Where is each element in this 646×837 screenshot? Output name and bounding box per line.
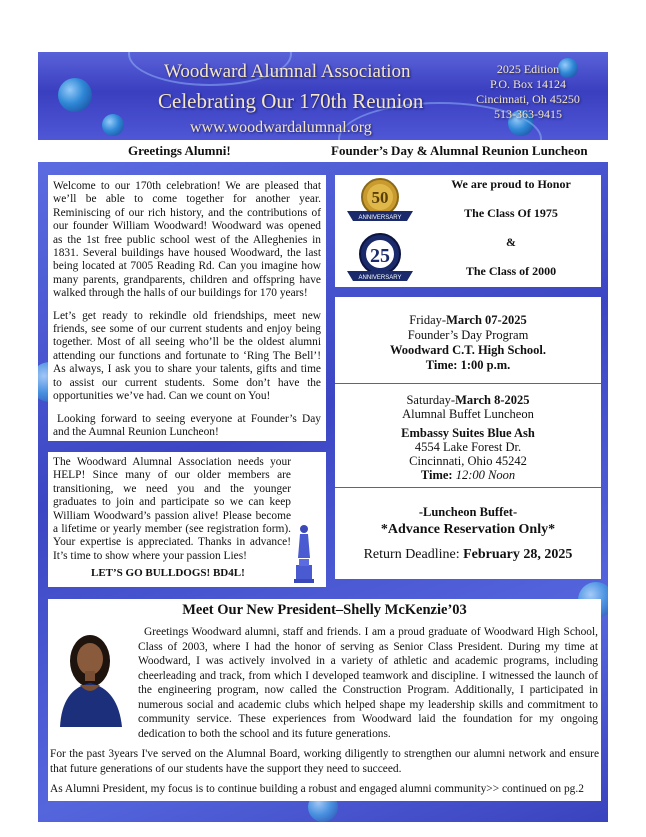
president-board-service: For the past 3years I've served on the Alumnal Board, working diligently to strengthen our alumni network and ensure that future generations of our students have the support they need to succeed. xyxy=(50,748,599,775)
event2-time: 12:00 Noon xyxy=(455,468,516,482)
phone-number: 513-363-9415 xyxy=(494,107,562,121)
svg-text:ANNIVERSARY: ANNIVERSARY xyxy=(358,215,402,221)
event2-street: 4554 Lake Forest Dr. xyxy=(414,440,522,454)
po-box: P.O. Box 14124 xyxy=(489,77,566,91)
divider xyxy=(335,383,601,384)
event2-date: March 8-2025 xyxy=(455,393,530,407)
divider xyxy=(335,487,601,488)
svg-text:ANNIVERSARY: ANNIVERSARY xyxy=(358,275,402,281)
twenty-fifth-anniversary-badge xyxy=(345,233,415,285)
deadline-label: Return Deadline: xyxy=(363,547,464,562)
help-appeal xyxy=(48,452,326,587)
honor-ampersand: & xyxy=(506,235,516,249)
contact-block xyxy=(458,62,598,122)
event1-time: Time: 1:00 p.m. xyxy=(425,358,511,372)
svg-text:25: 25 xyxy=(370,245,390,267)
reunion-title: Celebrating Our 170th Reunion xyxy=(158,89,424,113)
bubble-decoration xyxy=(102,114,124,136)
event-heading: Founder’s Day & Alumnal Reunion Luncheon xyxy=(331,143,588,158)
president-photo xyxy=(52,627,132,727)
founders-day-event xyxy=(335,313,601,373)
luncheon-event xyxy=(335,393,601,482)
deadline-date: February 28, 2025 xyxy=(463,547,573,562)
event1-date-line xyxy=(335,313,601,328)
svg-text:50: 50 xyxy=(371,188,389,207)
greetings-heading: Greetings Alumni! xyxy=(128,143,231,158)
association-name: Woodward Alumnal Association xyxy=(164,61,411,82)
event2-venue: Embassy Suites Blue Ash xyxy=(401,426,535,440)
event2-day: Saturday- xyxy=(406,393,456,407)
masthead-banner xyxy=(38,52,608,140)
fiftieth-anniversary-badge xyxy=(345,177,415,227)
bubble-decoration xyxy=(58,78,92,112)
president-section xyxy=(48,599,601,801)
honor-class-1975: The Class Of 1975 xyxy=(464,206,558,220)
reservation-info xyxy=(335,504,601,563)
event2-time-line xyxy=(335,468,601,482)
event2-city: Cincinnati, Ohio 45242 xyxy=(409,454,527,468)
president-bio: Greetings Woodward alumni, staff and friends. I am a proud graduate of Woodward High School, Class of 2003, where I had the honor of serving as Senior Class President. During my time at Woodward, I was actively involved in a variety of athletic and academic programs, including cheerleading and track, from which I developed teamwork and discipline. I witnessed the launch of the engineering program, now called the Construction Program. Additionally, I participated in numerous social and academic clubs which helped shape my leadership skills and commitment to community service. These experiences from Woodward laid the foundation for my ongoing dedication to both the school and its future generations. xyxy=(138,626,598,740)
buffet-label: -Luncheon Buffet- xyxy=(418,505,518,519)
deadline-line xyxy=(335,546,601,563)
president-focus: As Alumni President, my focus is to continue building a robust and engaged alumni community>> continued on pg.2 xyxy=(50,783,584,795)
honor-box xyxy=(335,175,601,287)
help-text: The Woodward Alumnal Association needs your HELP! Since many of our older members are transitioning, we need you and the younger graduates to join and participate so we can keep William Woodward’s passion alive! Please become a lifetime or yearly member (see registration form). Your expertise is appreciated. Thanks in advance! It’s time to show where your passion Lies! xyxy=(53,456,291,562)
event1-name: Founder’s Day Program xyxy=(407,328,529,342)
city-line: Cincinnati, Oh 45250 xyxy=(476,92,580,106)
welcome-letter xyxy=(48,175,326,441)
event1-date: March 07-2025 xyxy=(446,313,527,327)
event2-date-line xyxy=(335,393,601,407)
reservation-notice: *Advance Reservation Only* xyxy=(380,522,556,537)
event1-day: Friday- xyxy=(409,313,447,327)
welcome-paragraph: Looking forward to seeing everyone at Founder’s Day and the Aumnal Reunion Luncheon! xyxy=(53,412,321,438)
edition-label: 2025 Edition xyxy=(496,62,560,76)
event2-name: Alumnal Buffet Luncheon xyxy=(402,407,534,421)
events-box xyxy=(335,297,601,579)
welcome-paragraph: Welcome to our 170th celebration! We are pleased that we’ll be able to come together for another year. Reminiscing of our rich history, and the contributions of our founder William Woodward! Woodward was opened as the 1st free public school west of the Alleghenies in 1831. Several buildings have housed Woodward, the last being located at 7005 Reading Rd. Can you imagine how many parents, grandparents, children and offspring have walked through the halls of our buildings for 170 years! xyxy=(53,180,321,300)
president-title: Meet Our New President–Shelly McKenzie’03 xyxy=(182,602,467,618)
honor-class-2000: The Class of 2000 xyxy=(465,264,557,278)
statue-icon xyxy=(290,521,318,583)
event2-time-label: Time: xyxy=(420,468,456,482)
bulldogs-cheer: LET’S GO BULLDOGS! BD4L! xyxy=(91,567,245,580)
event1-venue: Woodward C.T. High School. xyxy=(389,343,547,357)
honor-intro: We are proud to Honor xyxy=(451,177,571,191)
honor-text xyxy=(421,177,601,279)
website-link[interactable]: www.woodwardalumnal.org xyxy=(190,119,372,136)
welcome-paragraph: Let’s get ready to rekindle old friendships, meet new friends, see some of our current students and enjoy being together. Most of all seeing who’ll be the oldest alumni attending our functions and fortunate to ‘Ring The Bell’! As always, I ask you to share your talents, gifts and time to assist our current students. Some don’t have the opportunities we’ve had. Can we count on You! xyxy=(53,309,321,403)
